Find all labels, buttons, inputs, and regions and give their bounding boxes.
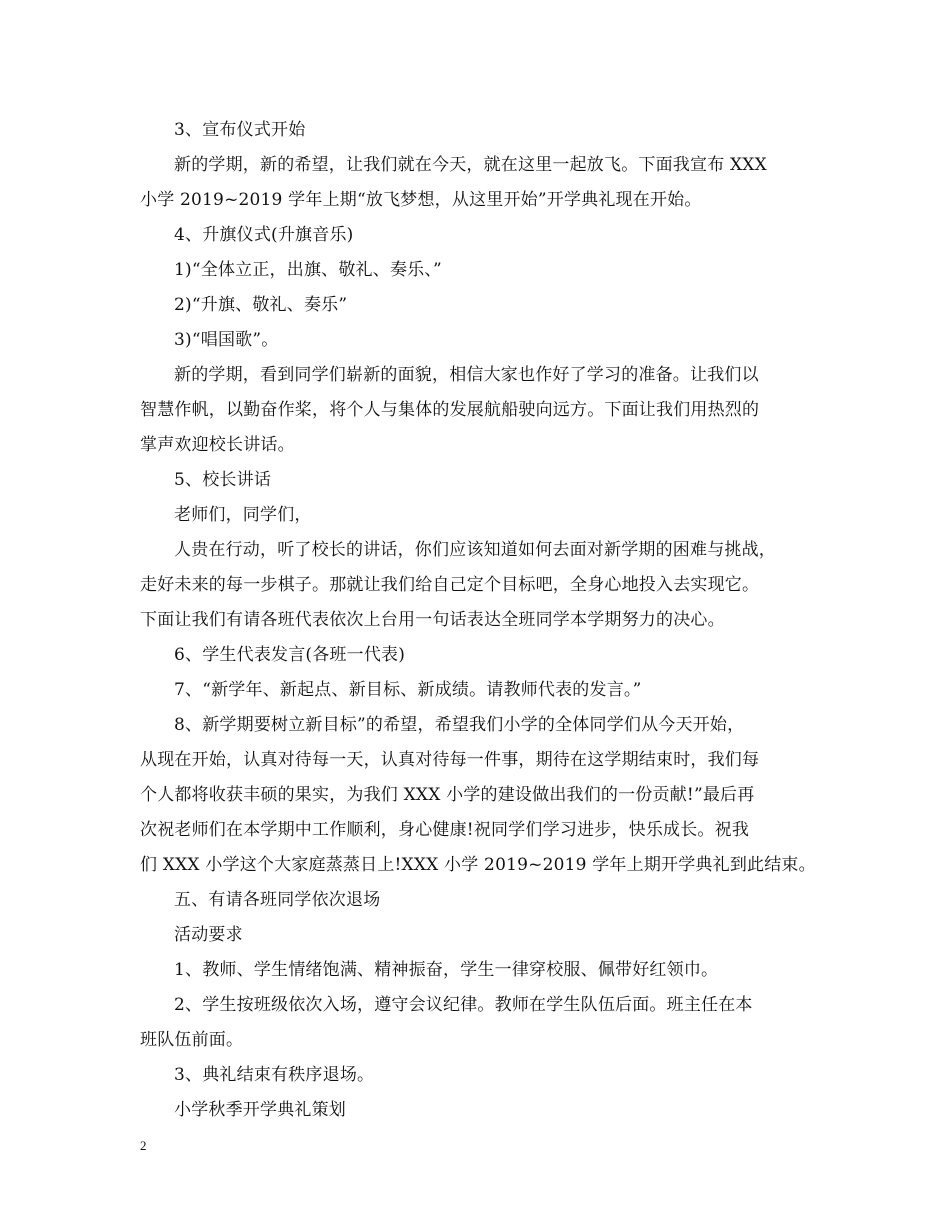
section-title: 小学秋季开学典礼策划 (174, 1100, 346, 1120)
heading-announce-ceremony: 3、宣布仪式开始 (174, 120, 306, 140)
paragraph-line: 老师们，同学们， (174, 505, 312, 525)
paragraph-line: 个人都将收获丰硕的果实，为我们 XXX 小学的建设做出我们的一份贡献!”最后再 (140, 785, 755, 805)
paragraph-line: 次祝老师们在本学期中工作顺利，身心健康!祝同学们学习进步，快乐成长。祝我 (140, 820, 750, 840)
paragraph-line: 新的学期，新的希望，让我们就在今天，就在这里一起放飞。下面我宣布 XXX (174, 155, 767, 175)
paragraph-line: 新的学期，看到同学们崭新的面貌，相信大家也作好了学习的准备。让我们以 (174, 365, 759, 385)
heading-principal-speech: 5、校长讲话 (174, 470, 272, 490)
paragraph-line: 8、新学期要树立新目标”的希望，希望我们小学的全体同学们从今天开始， (174, 715, 745, 735)
paragraph-line: 班队伍前面。 (140, 1030, 244, 1050)
paragraph-line: 智慧作帆，以勤奋作桨，将个人与集体的发展航船驶向远方。下面让我们用热烈的 (140, 400, 760, 420)
heading-activity-requirements: 活动要求 (174, 925, 243, 945)
paragraph-line: 们 XXX 小学这个大家庭蒸蒸日上!XXX 小学 2019~2019 学年上期开学典礼到此结束。 (140, 855, 816, 875)
list-item: 2)“升旗、敬礼、奏乐” (174, 295, 348, 315)
list-item: 2、学生按班级依次入场，遵守会议纪律。教师在学生队伍后面。班主任在本 (174, 995, 753, 1015)
paragraph-line: 走好未来的每一步棋子。那就让我们给自己定个目标吧，全身心地投入去实现它。 (140, 575, 760, 595)
paragraph-line: 从现在开始，认真对待每一天，认真对待每一件事，期待在这学期结束时，我们每 (140, 750, 760, 770)
list-item: 7、“新学年、新起点、新目标、新成绩。请教师代表的发言。” (174, 680, 642, 700)
heading-exit: 五、有请各班同学依次退场 (174, 890, 381, 910)
list-item: 3)“唱国歌”。 (174, 330, 279, 350)
list-item: 1)“全体立正，出旗、敬礼、奏乐、” (174, 260, 442, 280)
paragraph-line: 掌声欢迎校长讲话。 (140, 435, 295, 455)
page-number: 2 (140, 1138, 147, 1153)
list-item: 1、教师、学生情绪饱满、精神振奋，学生一律穿校服、佩带好红领巾。 (174, 960, 719, 980)
paragraph-line: 人贵在行动，听了校长的讲话，你们应该知道如何去面对新学期的困难与挑战， (174, 540, 776, 560)
heading-student-speech: 6、学生代表发言(各班一代表) (174, 645, 406, 665)
list-item: 3、典礼结束有秩序退场。 (174, 1065, 375, 1085)
paragraph-line: 下面让我们有请各班代表依次上台用一句话表达全班同学本学期努力的决心。 (140, 610, 725, 630)
heading-flag-raising: 4、升旗仪式(升旗音乐) (174, 225, 354, 245)
paragraph-line: 小学 2019~2019 学年上期“放飞梦想，从这里开始”开学典礼现在开始。 (140, 190, 702, 210)
